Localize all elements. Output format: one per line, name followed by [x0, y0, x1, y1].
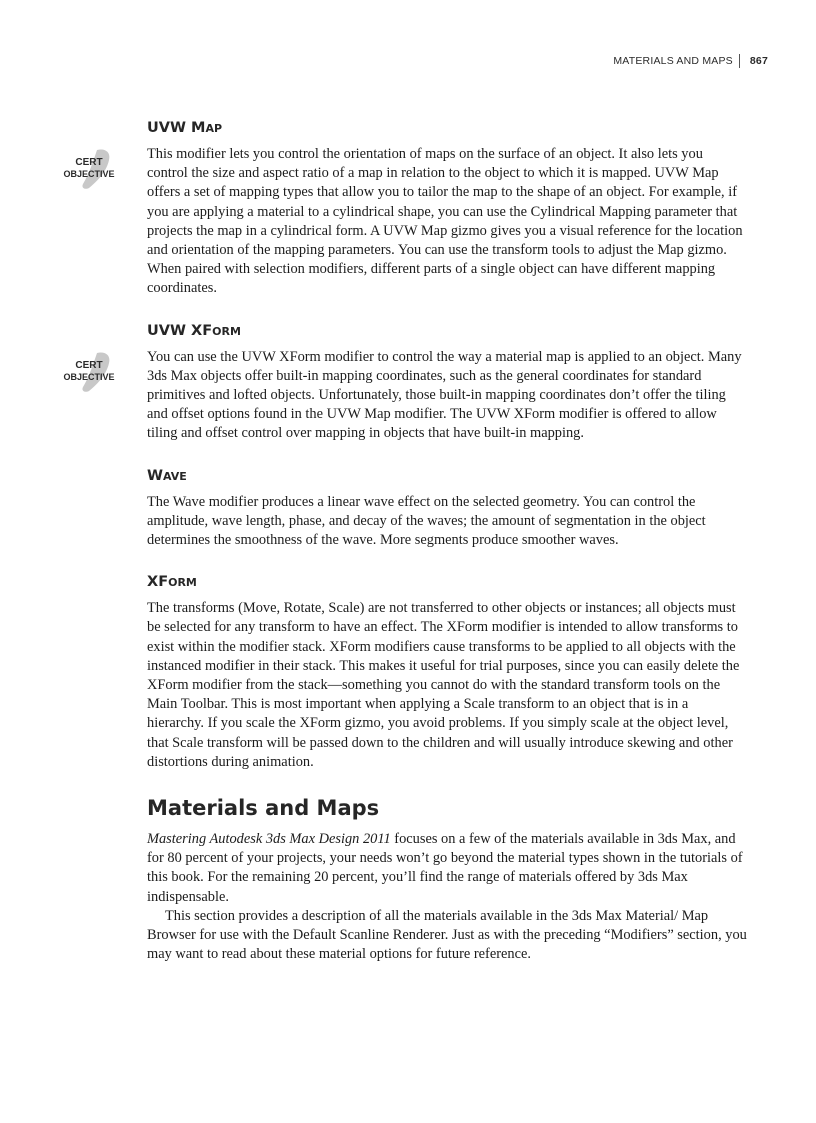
cert-objective-icon: [59, 349, 119, 395]
svg-text:OBJECTIVE: OBJECTIVE: [63, 169, 115, 179]
section-heading-uvw-xform: UVW XFORM: [147, 322, 241, 339]
section-body-wave: The Wave modifier produces a linear wave effect on the selected geometry. You can control the amplitude, wave length, phase, and decay of the waves; the amount of segmentation in the object determines the smoothness of the wave. More segments produce smoother waves.: [147, 493, 706, 549]
section-wave: [147, 466, 747, 551]
cert-objective-icon: [59, 146, 119, 192]
page-body: [63, 118, 747, 965]
book-title: Mastering Autodesk 3ds Max Design 2011: [147, 831, 391, 848]
section-uvw-xform: [63, 321, 747, 444]
svg-text:OBJECTIVE: OBJECTIVE: [63, 371, 115, 382]
svg-text:CERT: CERT: [75, 359, 103, 371]
materials-intro-paragraph: Mastering Autodesk 3ds Max Design 2011 focuses on a few of the materials available in 3ds Max, and for 80 percent of your projects, your needs won’t go beyond the material types shown in the tutorials of this book. For the remaining 20 percent, you’ll find the range of materials offered by 3ds Max indispensable.: [147, 831, 743, 905]
materials-second-paragraph: This section provides a description of all the materials available in the 3ds Max Material/ Map Browser for use with the Default Scanline Renderer. Just as with the preceding “Modifiers” section, you may want to read about these material options for future reference.: [147, 907, 747, 963]
svg-text:CERT: CERT: [75, 157, 103, 168]
section-uvw-map: [63, 118, 747, 299]
section-body-uvw-xform: You can use the UVW XForm modifier to control the way a material map is applied to an object. Many 3ds Max objects offer built-in mapping coordinates, such as the general coordinates for standard primitives and lofted objects. Unfortunately, those built-in mapping coordinates don’t offer the tiling and offset options found in the UVW Map modifier. The UVW XForm modifier is offered to allow tiling and offset control over mapping in objects that have built-in mapping.: [147, 348, 742, 442]
section-heading-wave: WAVE: [147, 467, 187, 484]
section-xform: [147, 572, 747, 772]
running-title: MATERIALS AND MAPS: [613, 55, 733, 67]
running-head: [613, 54, 768, 68]
section-body-uvw-map: This modifier lets you control the orientation of maps on the surface of an object. It also lets you control the size and aspect ratio of a map in relation to the object to which it is mapped. UVW Map offers a set of mapping types that allow you to tailor the map to the shape of an object. For example, if you are applying a material to a cylindrical shape, you can use the Cylindrical Mapping parameter that projects the map in a cylindrical form. A UVW Map gizmo gives you a visual reference for the location and orientation of the mapping parameters. You can use the transform tools to adjust the Map gizmo. When paired with selection modifiers, different parts of a single object can have different mapping coordinates.: [147, 146, 743, 297]
running-head-divider: [739, 54, 740, 68]
section-body-xform: The transforms (Move, Rotate, Scale) are not transferred to other objects or instances; all objects must be selected for any transform to have an effect. The XForm modifier is intended to allow transforms to exist within the modifier stack. XForm modifiers cause transforms to be applied to all objects with the instanced modifier in their stack. This makes it useful for trial purposes, since you can easily delete the XForm modifier from the stack—something you cannot do with the standard transform tools on the Main Toolbar. This is most important when applying a Scale transform to an object that is in a hierarchy. If you scale the XForm gizmo, you avoid problems. If you simply scale at the object level, that Scale transform will be passed down to the children and will usually introduce skewing and other distortions during animation.: [147, 600, 740, 770]
section-materials-and-maps: [147, 794, 747, 964]
major-heading-materials-and-maps: Materials and Maps: [147, 796, 380, 821]
section-heading-xform: XFORM: [147, 574, 197, 591]
page-number: 867: [749, 55, 768, 67]
section-heading-uvw-map: UVW MAP: [147, 120, 223, 136]
